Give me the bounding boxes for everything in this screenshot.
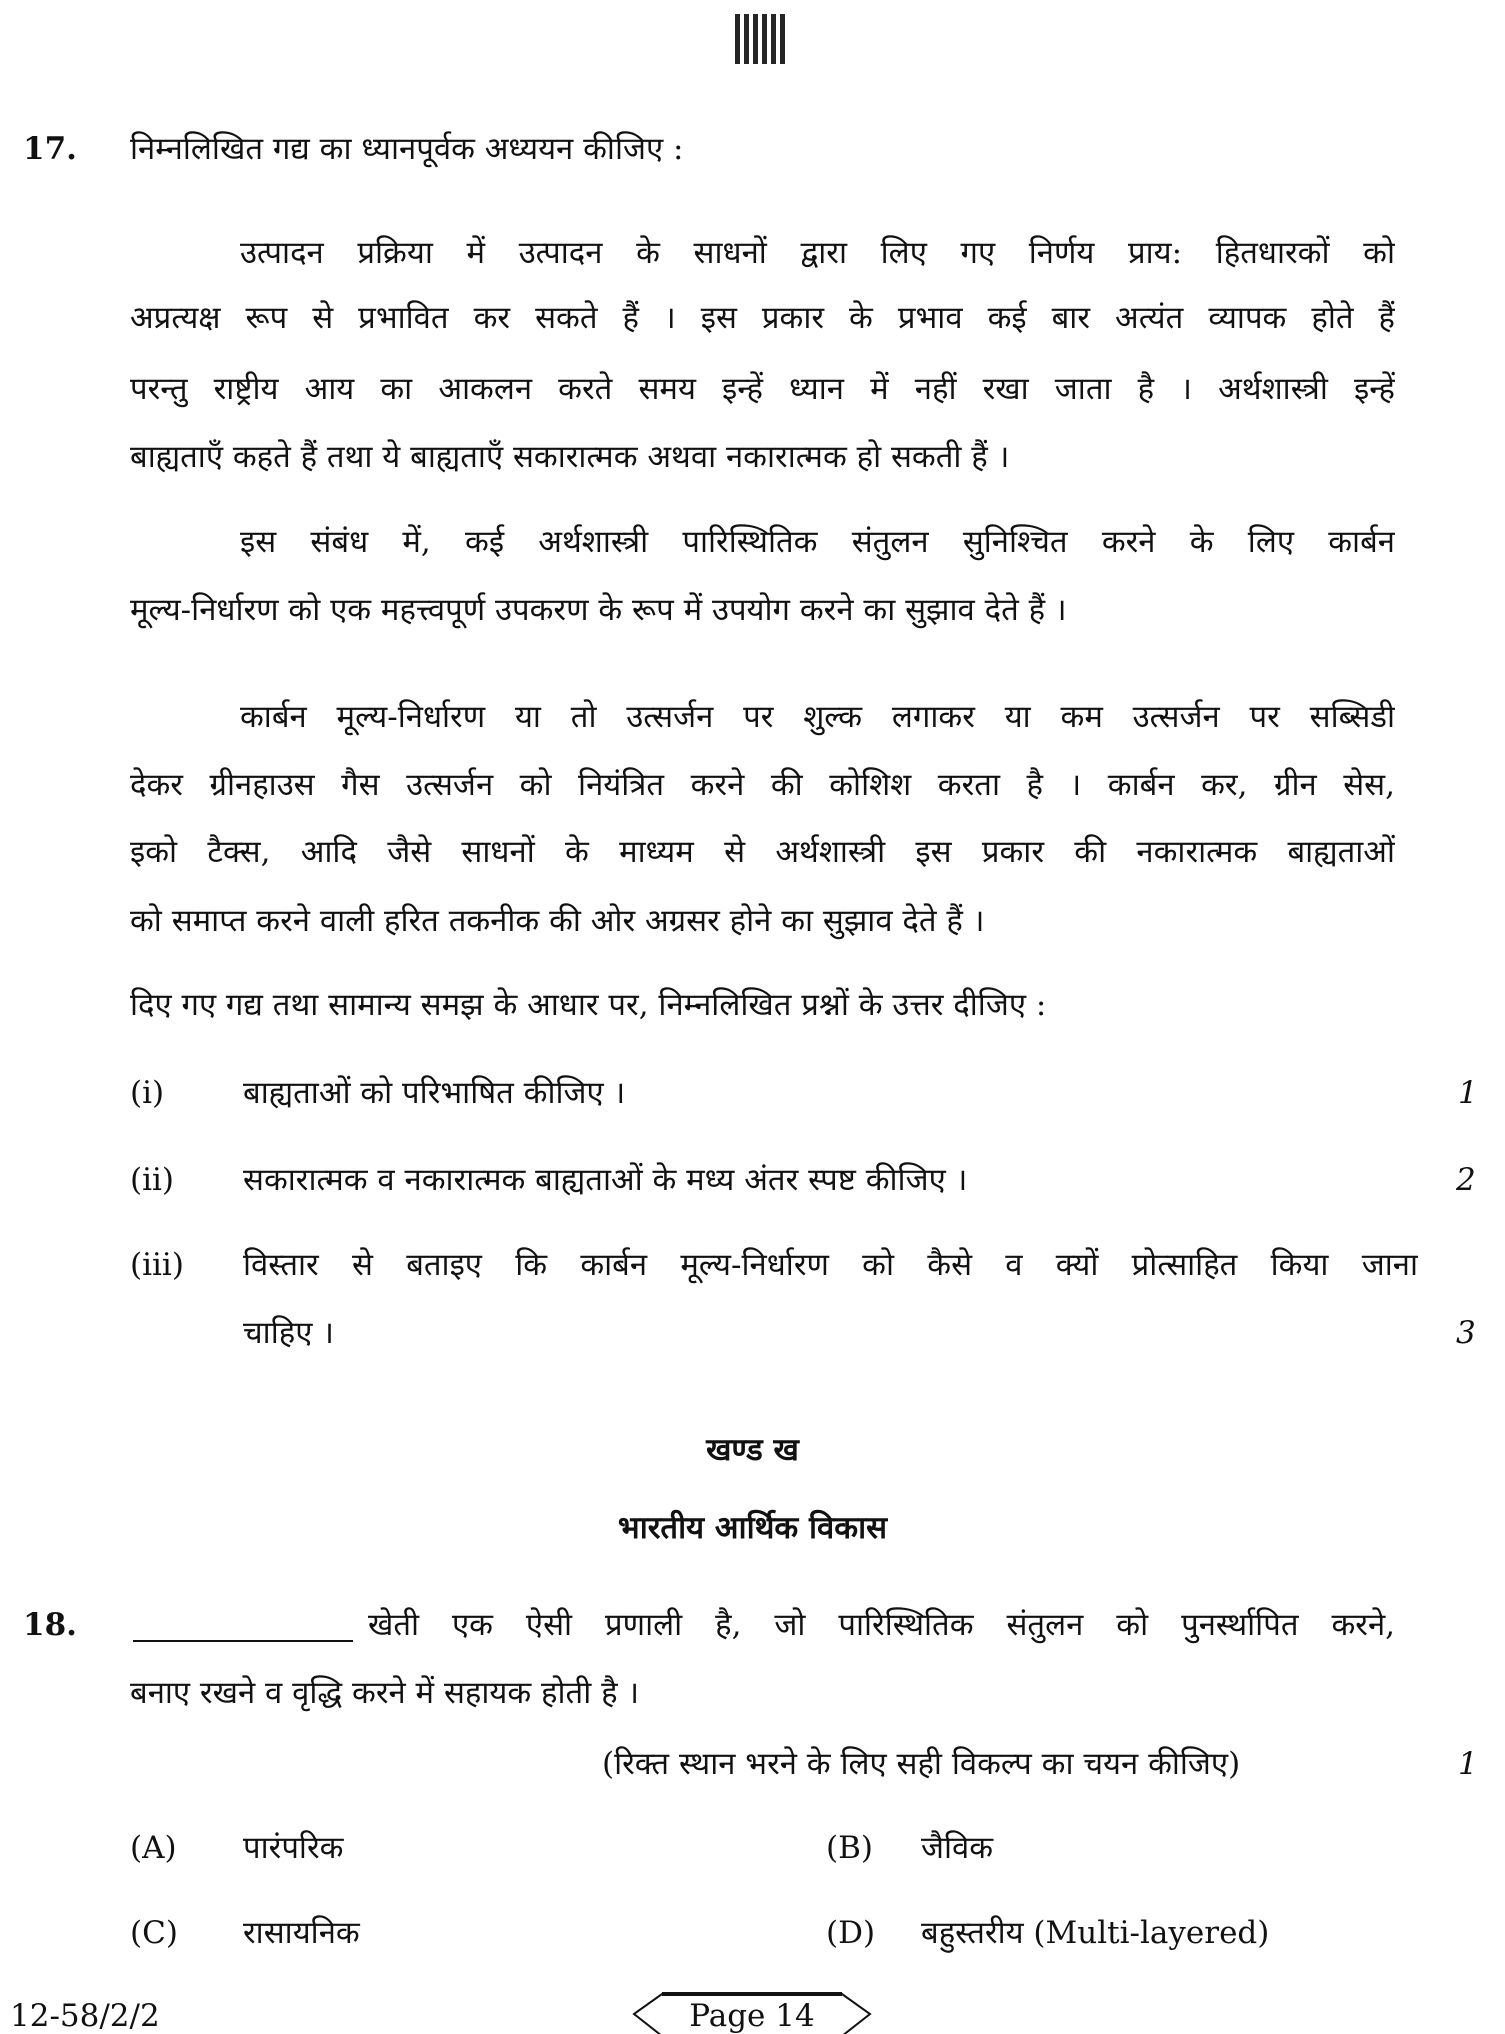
paragraph-line: अप्रत्यक्ष रूप से प्रभावित कर सकते हैं । इस प्रकार के प्रभाव कई बार अत्यंत व्यापक होते हैं [130, 300, 1395, 336]
marks: 2 [1456, 1162, 1476, 1198]
paragraph-line: देकर ग्रीनहाउस गैस उत्सर्जन को नियंत्रित करने की कोशिश करता है । कार्बन कर, ग्रीन सेस, [130, 767, 1395, 803]
option-text: बहुस्तरीय (Multi-layered) [921, 1915, 1270, 1951]
option-label: (C) [130, 1915, 178, 1951]
sub-question-label: (ii) [130, 1162, 175, 1198]
paragraph-line: को समाप्त करने वाली हरित तकनीक की ओर अग्रसर होने का सुझाव देते हैं । [130, 903, 985, 939]
marks: 1 [1458, 1746, 1478, 1782]
paragraph-line: इस संबंध में, कई अर्थशास्त्री पारिस्थितिक संतुलन सुनिश्चित करने के लिए कार्बन [240, 524, 1395, 560]
sub-question-label: (i) [130, 1075, 165, 1111]
section-subtitle: भारतीय आर्थिक विकास [617, 1510, 888, 1546]
question-text: बनाए रखने व वृद्धि करने में सहायक होती है । [130, 1675, 640, 1711]
paragraph-line: मूल्य-निर्धारण को एक महत्त्वपूर्ण उपकरण के रूप में उपयोग करने का सुझाव देते हैं । [130, 592, 1067, 628]
option-label: (D) [826, 1915, 876, 1951]
option-text: रासायनिक [243, 1915, 360, 1951]
sub-question-text: सकारात्मक व नकारात्मक बाह्यताओं के मध्य अंतर स्पष्ट कीजिए । [243, 1162, 968, 1198]
paragraph-line: कार्बन मूल्य-निर्धारण या तो उत्सर्जन पर शुल्क लगाकर या कम उत्सर्जन पर सब्सिडी [240, 699, 1395, 735]
paper-code: 12-58/2/2 [10, 1998, 160, 2034]
question-text: खेती एक ऐसी प्रणाली है, जो पारिस्थितिक संतुलन को पुनर्स्थापित करने, [368, 1607, 1395, 1643]
question-number: 18. [23, 1607, 77, 1643]
page-number: Page 14 [689, 1998, 815, 2034]
option-label: (A) [130, 1830, 177, 1866]
qr-code-icon [735, 14, 787, 64]
question-number: 17. [23, 131, 77, 167]
sub-question-label: (iii) [130, 1247, 184, 1283]
sub-question-text: विस्तार से बताइए कि कार्बन मूल्य-निर्धारण को कैसे व क्यों प्रोत्साहित किया जाना [243, 1247, 1418, 1283]
paragraph-line: बाह्यताएँ कहते हैं तथा ये बाह्यताएँ सकारात्मक अथवा नकारात्मक हो सकती हैं । [130, 439, 1010, 475]
paragraph-line: परन्तु राष्ट्रीय आय का आकलन करते समय इन्हें ध्यान में नहीं रखा जाता है । अर्थशास्त्री इन्हें [130, 371, 1395, 407]
option-label: (B) [826, 1830, 873, 1866]
blank-line [133, 1640, 353, 1642]
section-title: खण्ड ख [706, 1432, 799, 1468]
marks: 1 [1458, 1075, 1478, 1111]
answer-instruction: दिए गए गद्य तथा सामान्य समझ के आधार पर, निम्नलिखित प्रश्नों के उत्तर दीजिए : [130, 987, 1047, 1023]
paragraph-line: उत्पादन प्रक्रिया में उत्पादन के साधनों द्वारा लिए गए निर्णय प्राय: हितधारकों को [240, 235, 1395, 271]
paragraph-line: इको टैक्स, आदि जैसे साधनों के माध्यम से अर्थशास्त्री इस प्रकार की नकारात्मक बाह्यताओं [130, 834, 1395, 870]
question-instruction: (रिक्त स्थान भरने के लिए सही विकल्प का चयन कीजिए) [602, 1746, 1241, 1782]
option-text: पारंपरिक [243, 1830, 344, 1866]
sub-question-text: बाह्यताओं को परिभाषित कीजिए । [243, 1075, 626, 1111]
marks: 3 [1456, 1315, 1476, 1351]
sub-question-text: चाहिए । [243, 1315, 334, 1351]
option-text: जैविक [921, 1830, 994, 1866]
question-title: निम्नलिखित गद्य का ध्यानपूर्वक अध्ययन कीजिए : [130, 131, 684, 167]
